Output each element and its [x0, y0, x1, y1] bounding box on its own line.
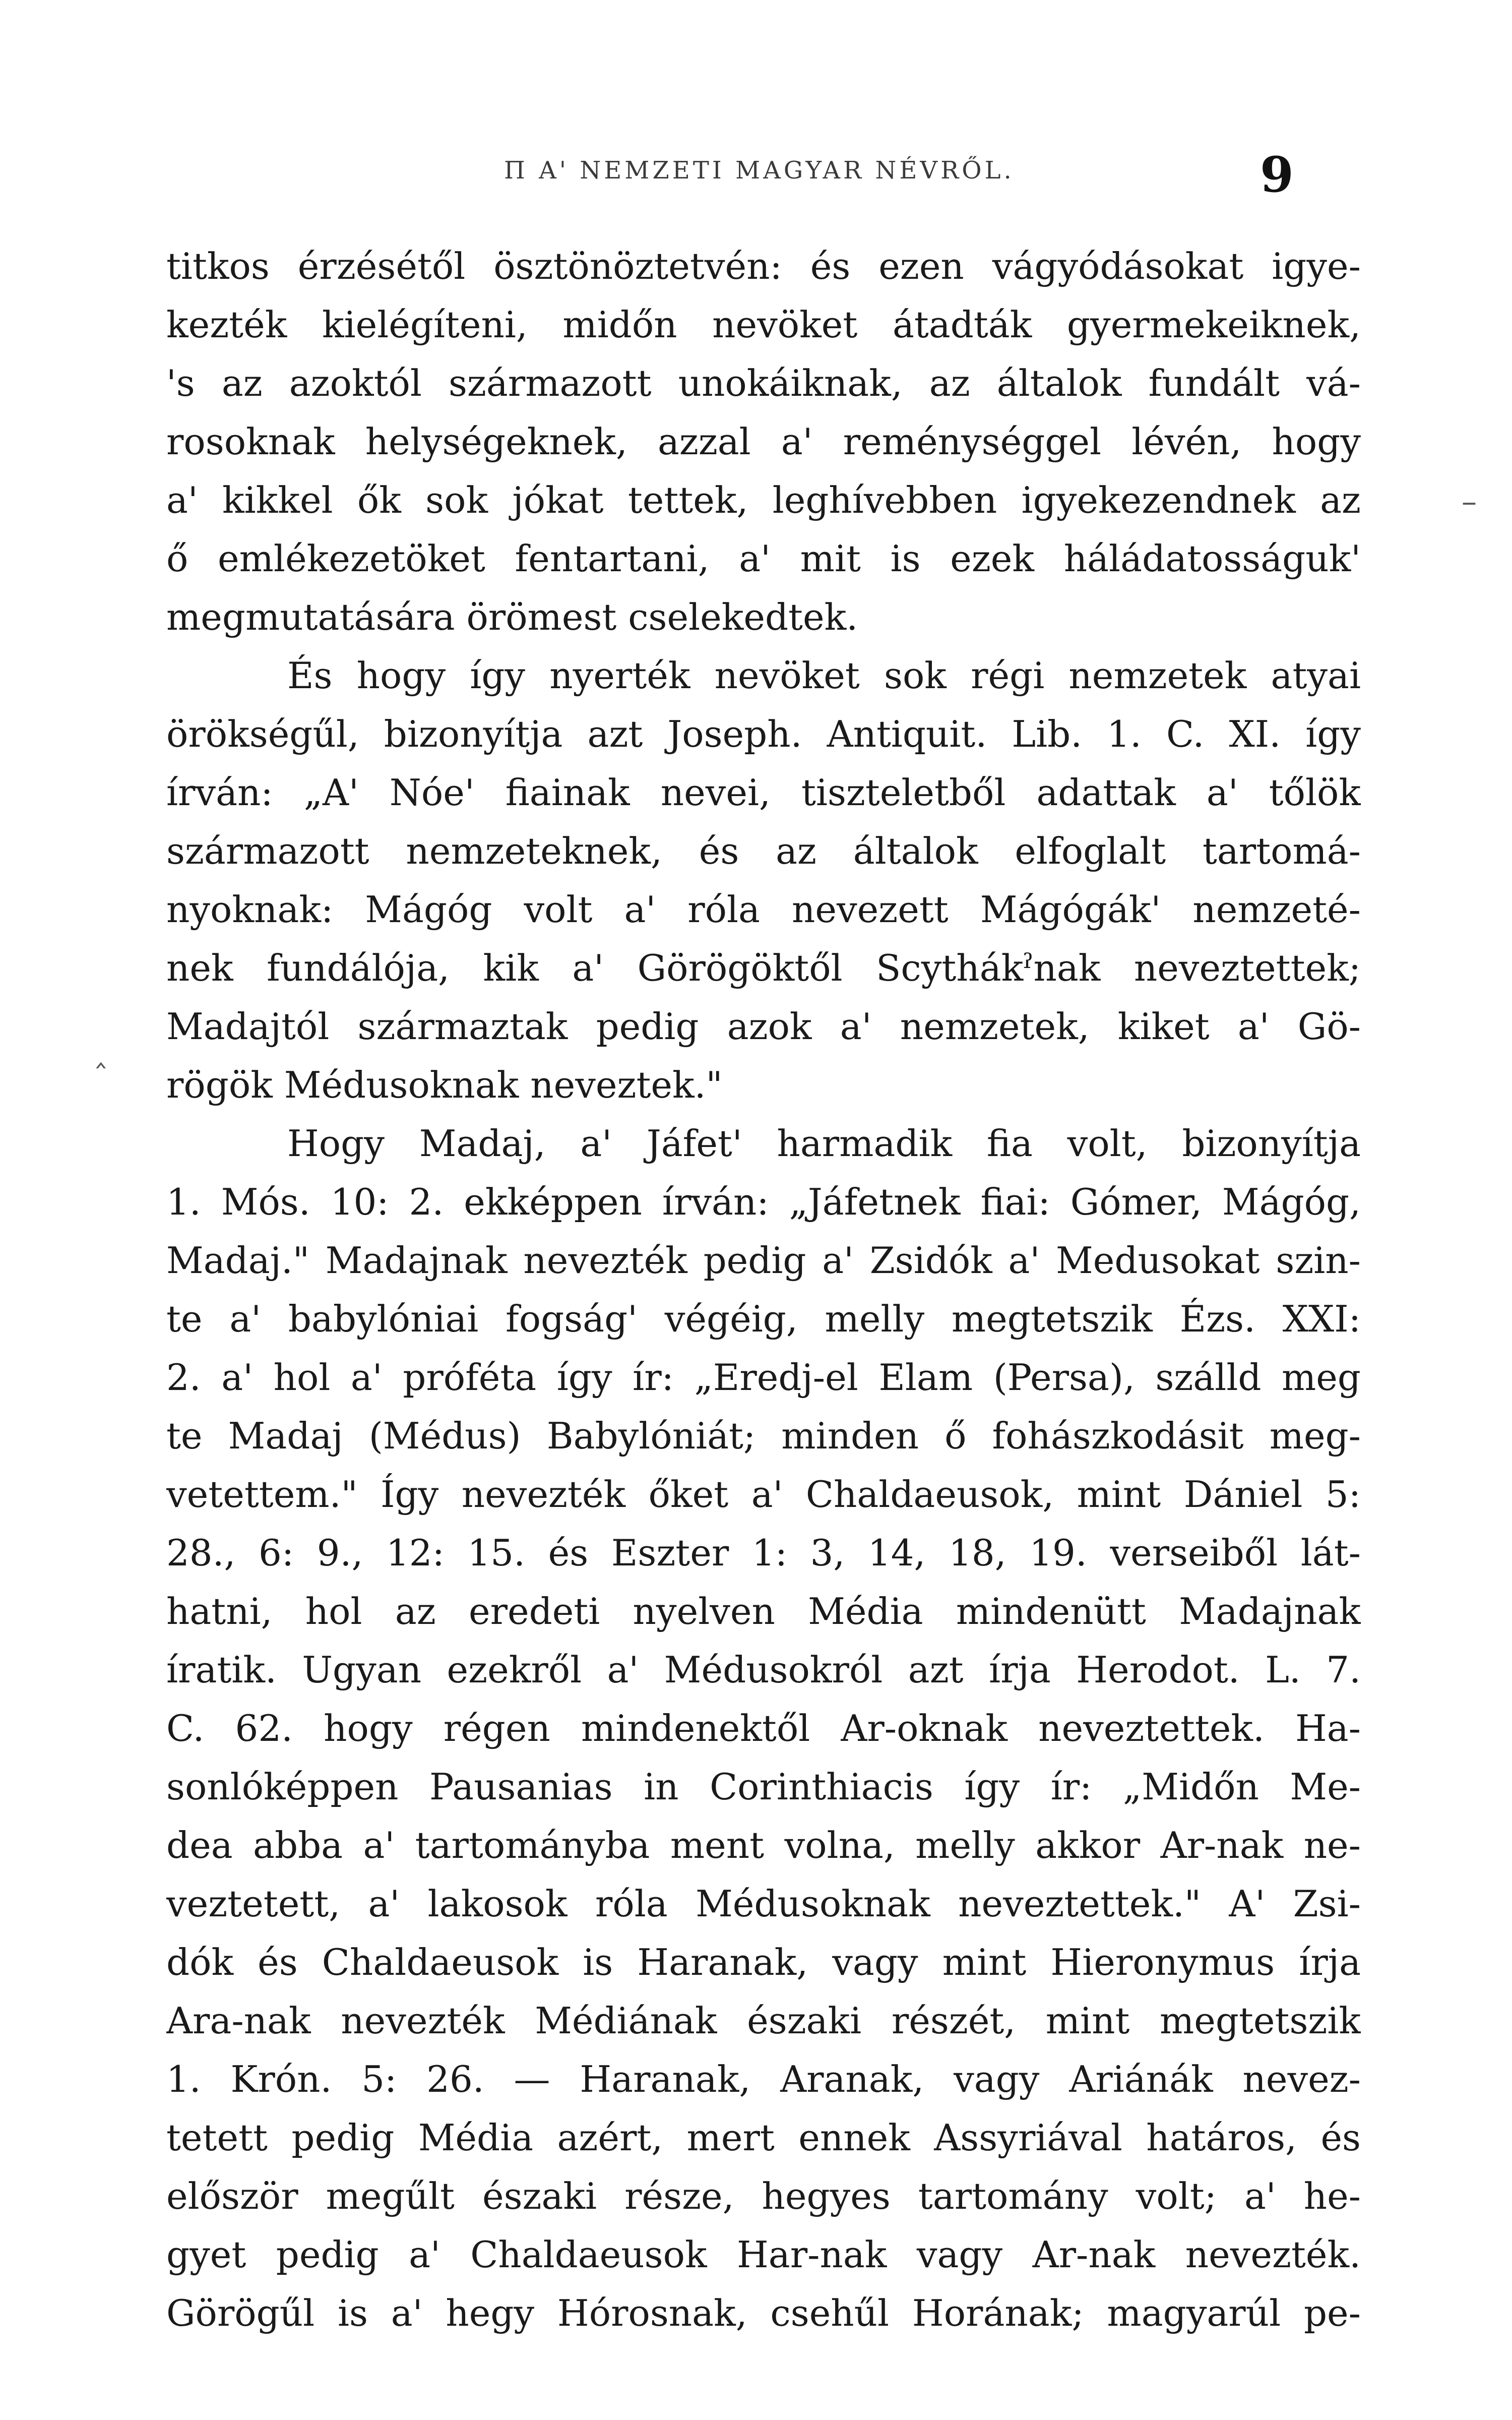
paragraph-1: [166, 237, 1361, 646]
running-head-title: Π Α' NEMZETI MAGYAR NÉVRŐL.: [504, 156, 1015, 185]
text-line: te a' babylóniai fogság' végéig, melly megtetszik Ézs. XXI:: [166, 1298, 1361, 1340]
text-line: 2. a' hol a' próféta így ír: „Eredj-el Elam (Persa), szálld meg: [166, 1356, 1361, 1399]
text-line: 1. Krón. 5: 26. — Haranak, Aranak, vagy Ariánák nevez-: [166, 2058, 1361, 2100]
text-line: Hogy Madaj, a' Jáfet' harmadik fia volt, bizonyítja: [287, 1122, 1361, 1165]
text-line: dea abba a' tartományba ment volna, melly akkor Ar-nak ne-: [166, 1824, 1361, 1866]
text-line: dók és Chaldaeusok is Haranak, vagy mint Hieronymus írja: [166, 1941, 1361, 1983]
paragraph-2: [166, 646, 1361, 1114]
paragraph-3: [166, 1114, 1361, 2342]
text-line: 28., 6: 9., 12: 15. és Eszter 1: 3, 14, 18, 19. verseiből lát-: [166, 1532, 1361, 1574]
text-line: C. 62. hogy régen mindenektől Ar-oknak neveztettek. Ha-: [166, 1707, 1361, 1749]
text-line: örökségűl, bizonyítja azt Joseph. Antiquit. Lib. 1. C. XI. így: [166, 713, 1361, 755]
running-head: [0, 126, 1512, 202]
text-line: vetettem." Így nevezték őket a' Chaldaeusok, mint Dániel 5:: [166, 1473, 1361, 1516]
text-line: származott nemzeteknek, és az általok elfoglalt tartomá-: [166, 830, 1361, 872]
text-line: nyoknak: Mágóg volt a' róla nevezett Mágógák' nemzeté-: [166, 888, 1361, 931]
text-line: tetett pedig Média azért, mert ennek Assyriával határos, és: [166, 2116, 1361, 2159]
text-line: hatni, hol az eredeti nyelven Média mindenütt Madajnak: [166, 1590, 1361, 1632]
text-line: Görögűl is a' hegy Hórosnak, csehűl Horának; magyarúl pe-: [166, 2292, 1361, 2334]
text-line: írván: „A' Nóe' fiainak nevei, tiszteletből adattak a' tőlök: [166, 771, 1361, 814]
text-line: te Madaj (Médus) Babylóniát; minden ő fohászkodásit meg-: [166, 1415, 1361, 1457]
page-number: 9: [1260, 146, 1294, 203]
text-line: 's az azoktól származott unokáiknak, az általok fundált vá-: [166, 362, 1361, 404]
text-line: titkos érzésétől ösztönöztetvén: és ezen vágyódásokat igye-: [166, 245, 1361, 287]
margin-mark-left: ‸: [96, 1034, 106, 1069]
text-line: gyet pedig a' Chaldaeusok Har-nak vagy Ar-nak nevezték.: [166, 2233, 1361, 2276]
margin-mark-right: –: [1462, 484, 1477, 519]
text-line: 1. Mós. 10: 2. ekképpen írván: „Jáfetnek fiai: Gómer, Mágóg,: [166, 1181, 1361, 1223]
text-line: Madajtól származtak pedig azok a' nemzetek, kiket a' Gö-: [166, 1005, 1361, 1048]
text-line: először megűlt északi része, hegyes tartomány volt; a' he-: [166, 2175, 1361, 2217]
text-line: nek fundálója, kik a' Görögöktől Scythákˀnak neveztettek;: [166, 947, 1361, 989]
text-line: megmutatására örömest cselekedtek.: [166, 596, 858, 638]
text-line: a' kikkel ők sok jókat tettek, leghívebben igyekezendnek az: [166, 479, 1361, 521]
text-line: veztetett, a' lakosok róla Médusoknak neveztettek." A' Zsi-: [166, 1883, 1361, 1925]
body-text: [166, 237, 1361, 2342]
text-line: íratik. Ugyan ezekről a' Médusokról azt írja Herodot. L. 7.: [166, 1649, 1361, 1691]
text-line: ő emlékezetöket fentartani, a' mit is ezek háládatosságuk': [166, 537, 1361, 580]
text-line: kezték kielégíteni, midőn nevöket átadták gyermekeiknek,: [166, 304, 1361, 346]
text-line: Ara-nak nevezték Médiának északi részét, mint megtetszik: [166, 2000, 1361, 2042]
text-line: sonlóképpen Pausanias in Corinthiacis így ír: „Midőn Me-: [166, 1766, 1361, 1808]
text-line: rögök Médusoknak neveztek.": [166, 1064, 723, 1106]
text-line: Madaj." Madajnak nevezték pedig a' Zsidók a' Medusokat szin-: [166, 1239, 1361, 1282]
text-line: rosoknak helységeknek, azzal a' reménységgel lévén, hogy: [166, 420, 1361, 463]
text-line: És hogy így nyerték nevöket sok régi nemzetek atyai: [287, 654, 1361, 697]
